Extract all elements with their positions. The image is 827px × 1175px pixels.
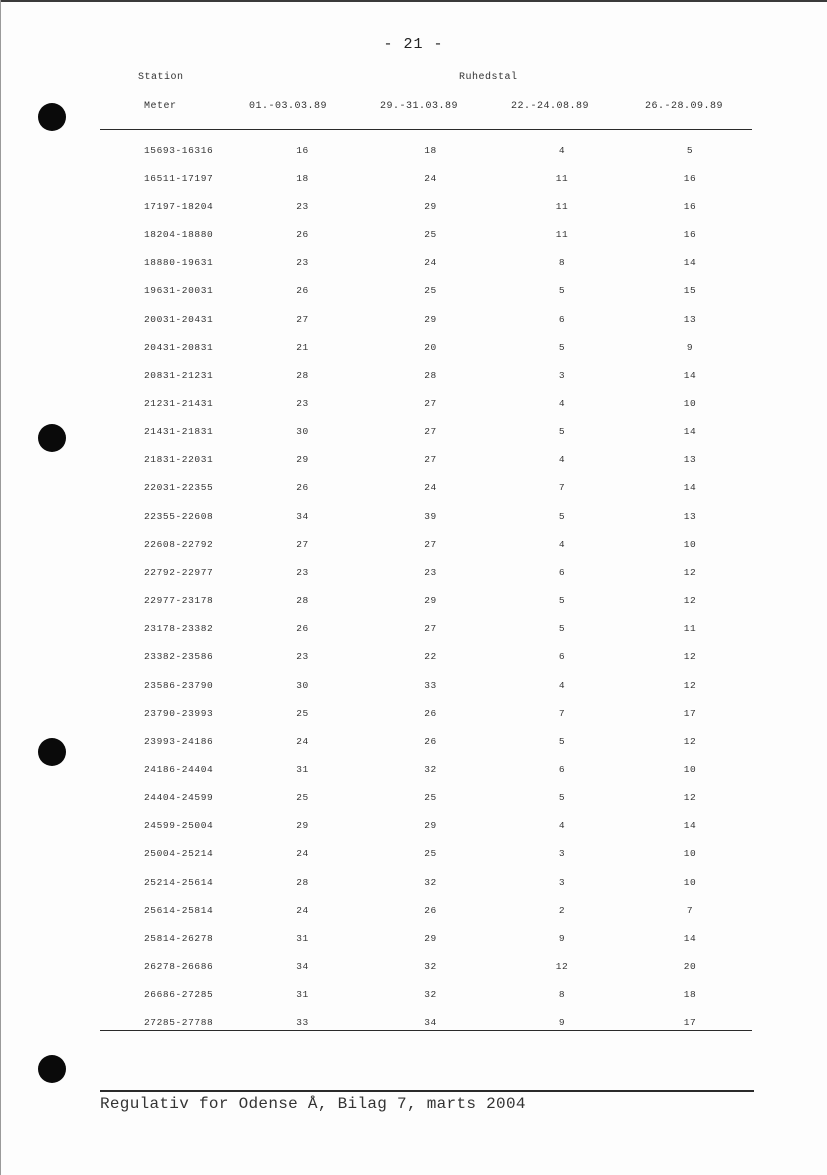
roughness-value-cell: 23 — [296, 200, 309, 212]
roughness-value-cell: 4 — [558, 144, 566, 156]
station-cell: 23586-23790 — [144, 679, 214, 691]
table-bottom-rule — [100, 1030, 752, 1031]
roughness-value-cell: 25 — [424, 285, 437, 297]
roughness-value-cell: 34 — [424, 1017, 437, 1029]
roughness-value-cell: 21 — [296, 341, 309, 353]
roughness-value-cell: 23 — [296, 257, 309, 269]
roughness-value-cell: 31 — [296, 932, 309, 944]
roughness-value-cell: 32 — [424, 961, 437, 973]
roughness-value-cell: 23 — [424, 566, 437, 578]
roughness-value-cell: 23 — [296, 397, 309, 409]
roughness-value-cell: 32 — [424, 876, 437, 888]
roughness-value-cell: 11 — [683, 623, 697, 635]
roughness-value-cell: 11 — [555, 229, 569, 241]
table-row — [100, 953, 752, 981]
station-cell: 21431-21831 — [144, 426, 214, 438]
footer-rule — [100, 1090, 754, 1092]
table-row — [100, 784, 752, 812]
roughness-value-cell: 29 — [424, 313, 437, 325]
roughness-value-cell: 12 — [683, 595, 697, 607]
roughness-value-cell: 23 — [296, 566, 309, 578]
period-header-4: 26.-28.09.89 — [645, 101, 724, 112]
roughness-value-cell: 5 — [558, 623, 566, 635]
table-row — [100, 896, 752, 924]
station-cell: 20031-20431 — [144, 313, 214, 325]
table-row — [100, 924, 752, 952]
roughness-value-cell: 18 — [424, 144, 437, 156]
roughness-value-cell: 6 — [558, 313, 566, 325]
roughness-value-cell: 25 — [424, 229, 437, 241]
station-cell: 20831-21231 — [144, 369, 214, 381]
roughness-value-cell: 10 — [683, 876, 697, 888]
table-row — [100, 981, 752, 1009]
roughness-value-cell: 13 — [683, 313, 697, 325]
roughness-value-cell: 26 — [296, 229, 309, 241]
table-row — [100, 671, 752, 699]
roughness-value-cell: 30 — [296, 426, 309, 438]
roughness-value-cell: 24 — [296, 904, 309, 916]
roughness-value-cell: 9 — [686, 341, 694, 353]
roughness-value-cell: 10 — [683, 538, 697, 550]
roughness-value-cell: 17 — [683, 1017, 697, 1029]
table-row — [100, 812, 752, 840]
station-cell: 19631-20031 — [144, 285, 214, 297]
table-row — [100, 446, 752, 474]
roughness-value-cell: 6 — [558, 764, 566, 776]
roughness-value-cell: 4 — [558, 679, 566, 691]
roughness-value-cell: 5 — [558, 735, 566, 747]
station-cell: 24186-24404 — [144, 764, 214, 776]
roughness-value-cell: 25 — [424, 848, 437, 860]
table-row — [100, 530, 752, 558]
roughness-value-cell: 29 — [296, 454, 309, 466]
station-header: Station — [138, 72, 184, 83]
punch-hole — [38, 103, 66, 131]
station-cell: 22355-22608 — [144, 510, 214, 522]
table-row — [100, 418, 752, 446]
roughness-value-cell: 27 — [424, 426, 437, 438]
roughness-table — [100, 136, 752, 1037]
roughness-value-cell: 15 — [683, 285, 697, 297]
table-row — [100, 164, 752, 192]
roughness-value-cell: 10 — [683, 848, 697, 860]
table-row — [100, 868, 752, 896]
footer-text: Regulativ for Odense Å, Bilag 7, marts 2004 — [100, 1095, 526, 1113]
station-cell: 26686-27285 — [144, 989, 214, 1001]
roughness-value-cell: 29 — [296, 820, 309, 832]
roughness-value-cell: 34 — [296, 961, 309, 973]
roughness-value-cell: 27 — [424, 397, 437, 409]
table-row — [100, 136, 752, 164]
station-cell: 16511-17197 — [144, 172, 214, 184]
table-row — [100, 305, 752, 333]
roughness-value-cell: 4 — [558, 397, 566, 409]
period-header-2: 29.-31.03.89 — [380, 101, 459, 112]
roughness-value-cell: 5 — [686, 144, 694, 156]
roughness-value-cell: 28 — [296, 876, 309, 888]
punch-hole — [38, 424, 66, 452]
table-row — [100, 755, 752, 783]
roughness-value-cell: 10 — [683, 764, 697, 776]
station-cell: 22031-22355 — [144, 482, 214, 494]
roughness-value-cell: 6 — [558, 651, 566, 663]
roughness-value-cell: 14 — [683, 257, 697, 269]
station-cell: 23993-24186 — [144, 735, 214, 747]
roughness-value-cell: 29 — [424, 595, 437, 607]
roughness-value-cell: 14 — [683, 426, 697, 438]
roughness-value-cell: 22 — [424, 651, 437, 663]
roughness-value-cell: 30 — [296, 679, 309, 691]
roughness-value-cell: 9 — [558, 932, 566, 944]
roughness-value-cell: 3 — [558, 848, 566, 860]
station-cell: 25814-26278 — [144, 932, 214, 944]
roughness-value-cell: 24 — [424, 482, 437, 494]
roughness-value-cell: 24 — [424, 257, 437, 269]
roughness-value-cell: 12 — [555, 961, 569, 973]
station-cell: 23382-23586 — [144, 651, 214, 663]
roughness-value-cell: 27 — [424, 538, 437, 550]
table-row — [100, 1009, 752, 1037]
period-header-3: 22.-24.08.89 — [511, 101, 590, 112]
roughness-value-cell: 16 — [683, 229, 697, 241]
table-row — [100, 840, 752, 868]
table-row — [100, 699, 752, 727]
roughness-value-cell: 18 — [683, 989, 697, 1001]
roughness-value-cell: 8 — [558, 989, 566, 1001]
table-row — [100, 558, 752, 586]
roughness-value-cell: 11 — [555, 172, 569, 184]
table-row — [100, 249, 752, 277]
station-cell: 22792-22977 — [144, 566, 214, 578]
ruhedstal-header: Ruhedstal — [459, 72, 518, 83]
roughness-value-cell: 26 — [296, 482, 309, 494]
roughness-value-cell: 11 — [555, 200, 569, 212]
punch-hole — [38, 1055, 66, 1083]
roughness-value-cell: 13 — [683, 510, 697, 522]
station-cell: 17197-18204 — [144, 200, 214, 212]
roughness-value-cell: 12 — [683, 679, 697, 691]
roughness-value-cell: 31 — [296, 764, 309, 776]
roughness-value-cell: 16 — [683, 200, 697, 212]
punch-hole — [38, 738, 66, 766]
roughness-value-cell: 24 — [296, 735, 309, 747]
table-row — [100, 277, 752, 305]
roughness-value-cell: 14 — [683, 820, 697, 832]
roughness-value-cell: 29 — [424, 820, 437, 832]
station-cell: 22977-23178 — [144, 595, 214, 607]
roughness-value-cell: 27 — [296, 538, 309, 550]
page-number: - 21 - — [383, 36, 444, 53]
roughness-value-cell: 12 — [683, 735, 697, 747]
station-cell: 23178-23382 — [144, 623, 214, 635]
roughness-value-cell: 25 — [296, 792, 309, 804]
table-row — [100, 502, 752, 530]
roughness-value-cell: 4 — [558, 454, 566, 466]
roughness-value-cell: 33 — [296, 1017, 309, 1029]
meter-header: Meter — [144, 101, 177, 112]
roughness-value-cell: 27 — [424, 623, 437, 635]
roughness-value-cell: 9 — [558, 1017, 566, 1029]
roughness-value-cell: 39 — [424, 510, 437, 522]
page-left-edge — [0, 0, 1, 1175]
roughness-value-cell: 27 — [424, 454, 437, 466]
table-row — [100, 643, 752, 671]
roughness-value-cell: 31 — [296, 989, 309, 1001]
roughness-value-cell: 14 — [683, 482, 697, 494]
table-row — [100, 220, 752, 248]
station-cell: 24404-24599 — [144, 792, 214, 804]
roughness-value-cell: 16 — [296, 144, 309, 156]
table-row — [100, 615, 752, 643]
roughness-value-cell: 24 — [424, 172, 437, 184]
roughness-value-cell: 32 — [424, 989, 437, 1001]
table-row — [100, 474, 752, 502]
station-cell: 20431-20831 — [144, 341, 214, 353]
roughness-value-cell: 10 — [683, 397, 697, 409]
roughness-value-cell: 5 — [558, 510, 566, 522]
station-cell: 24599-25004 — [144, 820, 214, 832]
header-rule — [100, 129, 752, 130]
table-row — [100, 361, 752, 389]
roughness-value-cell: 28 — [296, 369, 309, 381]
roughness-value-cell: 33 — [424, 679, 437, 691]
page-top-edge — [0, 0, 827, 2]
roughness-value-cell: 29 — [424, 932, 437, 944]
table-row — [100, 727, 752, 755]
roughness-value-cell: 4 — [558, 538, 566, 550]
roughness-value-cell: 14 — [683, 369, 697, 381]
table-row — [100, 192, 752, 220]
roughness-value-cell: 25 — [424, 792, 437, 804]
station-cell: 22608-22792 — [144, 538, 214, 550]
station-cell: 23790-23993 — [144, 707, 214, 719]
roughness-value-cell: 3 — [558, 369, 566, 381]
roughness-value-cell: 5 — [558, 285, 566, 297]
station-cell: 27285-27788 — [144, 1017, 214, 1029]
roughness-value-cell: 5 — [558, 426, 566, 438]
station-cell: 25214-25614 — [144, 876, 214, 888]
roughness-value-cell: 17 — [683, 707, 697, 719]
roughness-value-cell: 5 — [558, 595, 566, 607]
roughness-value-cell: 7 — [558, 707, 566, 719]
roughness-value-cell: 27 — [296, 313, 309, 325]
roughness-value-cell: 13 — [683, 454, 697, 466]
table-row — [100, 389, 752, 417]
roughness-value-cell: 26 — [296, 623, 309, 635]
roughness-value-cell: 28 — [424, 369, 437, 381]
station-cell: 25614-25814 — [144, 904, 214, 916]
roughness-value-cell: 7 — [558, 482, 566, 494]
roughness-value-cell: 12 — [683, 651, 697, 663]
table-row — [100, 587, 752, 615]
roughness-value-cell: 12 — [683, 566, 697, 578]
roughness-value-cell: 12 — [683, 792, 697, 804]
roughness-value-cell: 20 — [424, 341, 437, 353]
station-cell: 26278-26686 — [144, 961, 214, 973]
station-cell: 18204-18880 — [144, 229, 214, 241]
station-cell: 21831-22031 — [144, 454, 214, 466]
station-cell: 15693-16316 — [144, 144, 214, 156]
station-cell: 18880-19631 — [144, 257, 214, 269]
station-cell: 21231-21431 — [144, 397, 214, 409]
roughness-value-cell: 5 — [558, 792, 566, 804]
roughness-value-cell: 20 — [683, 961, 697, 973]
roughness-value-cell: 18 — [296, 172, 309, 184]
roughness-value-cell: 4 — [558, 820, 566, 832]
roughness-value-cell: 2 — [558, 904, 566, 916]
table-row — [100, 333, 752, 361]
roughness-value-cell: 7 — [686, 904, 694, 916]
roughness-value-cell: 5 — [558, 341, 566, 353]
roughness-value-cell: 25 — [296, 707, 309, 719]
period-header-1: 01.-03.03.89 — [249, 101, 328, 112]
roughness-value-cell: 6 — [558, 566, 566, 578]
roughness-value-cell: 16 — [683, 172, 697, 184]
roughness-value-cell: 23 — [296, 651, 309, 663]
roughness-value-cell: 26 — [424, 904, 437, 916]
station-cell: 25004-25214 — [144, 848, 214, 860]
roughness-value-cell: 28 — [296, 595, 309, 607]
roughness-value-cell: 8 — [558, 257, 566, 269]
roughness-value-cell: 34 — [296, 510, 309, 522]
roughness-value-cell: 29 — [424, 200, 437, 212]
roughness-value-cell: 26 — [424, 707, 437, 719]
roughness-value-cell: 14 — [683, 932, 697, 944]
roughness-value-cell: 3 — [558, 876, 566, 888]
roughness-value-cell: 24 — [296, 848, 309, 860]
roughness-value-cell: 32 — [424, 764, 437, 776]
roughness-value-cell: 26 — [296, 285, 309, 297]
roughness-value-cell: 26 — [424, 735, 437, 747]
